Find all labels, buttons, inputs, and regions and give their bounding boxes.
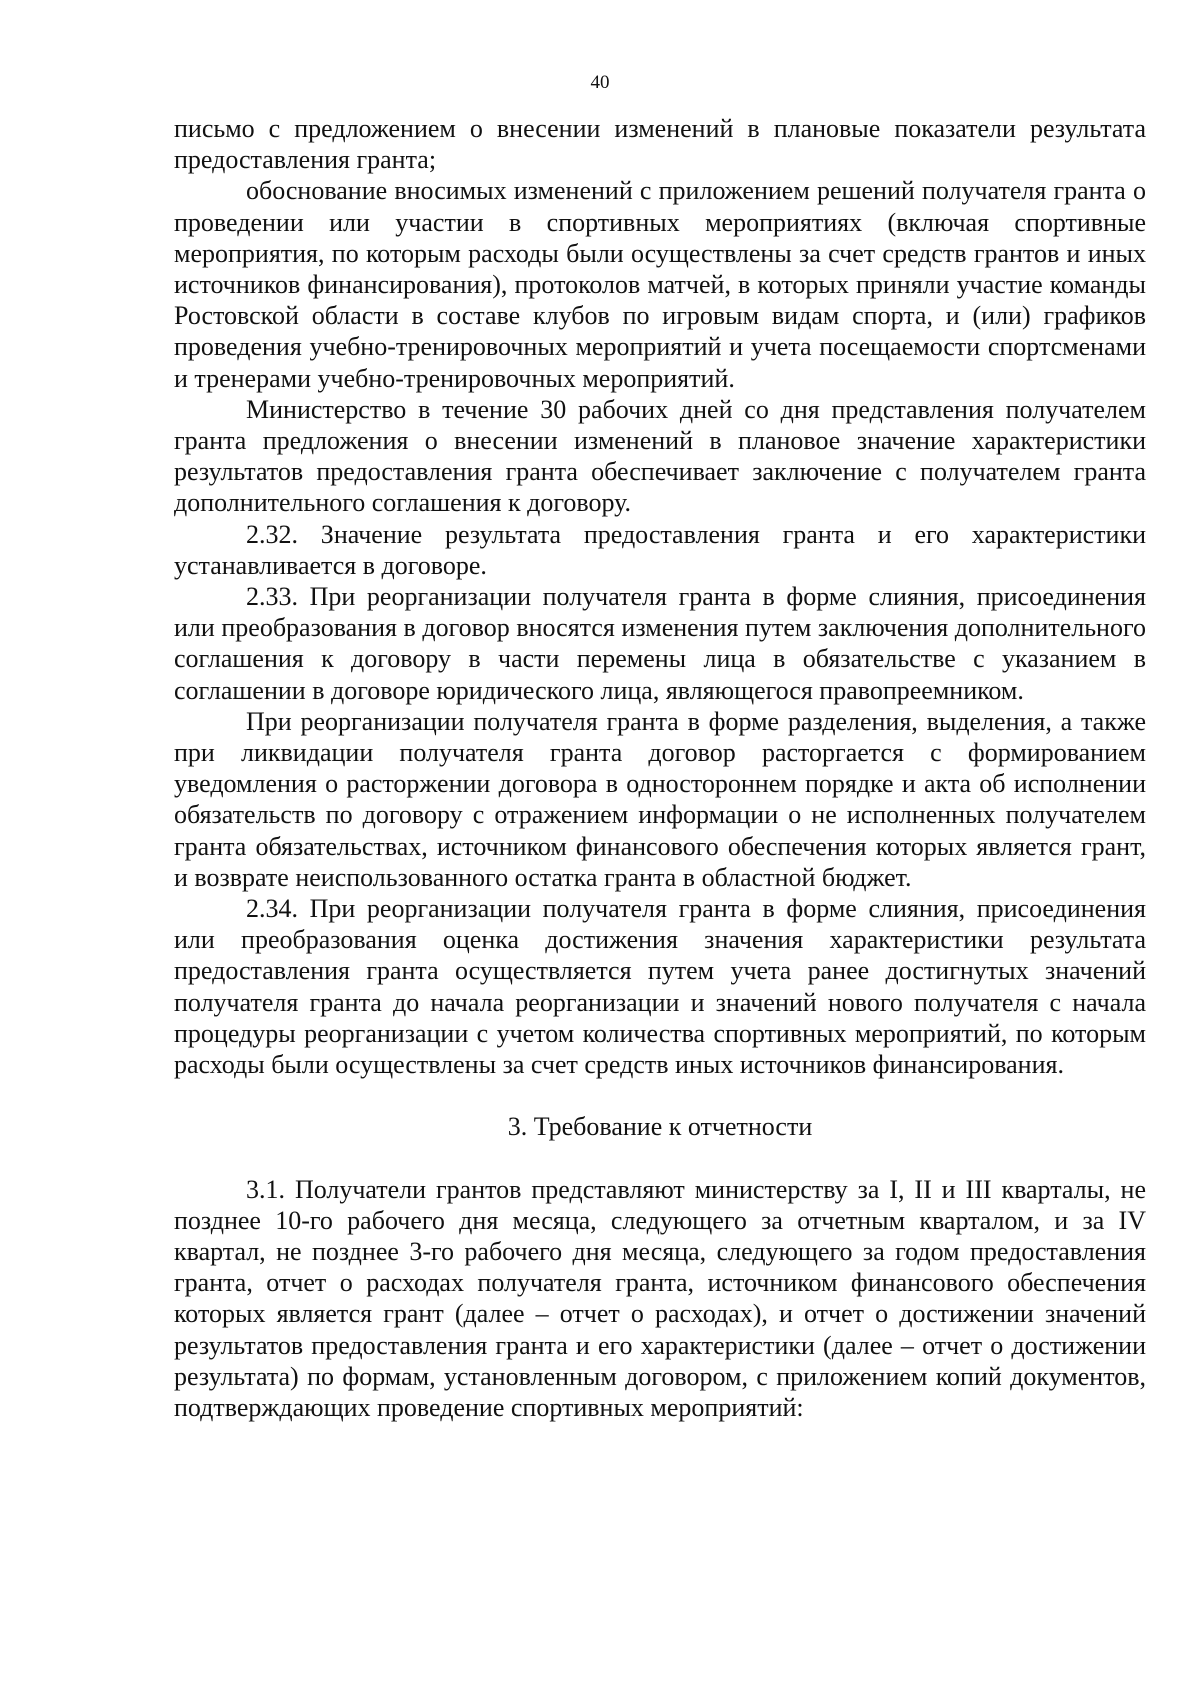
paragraph-3-1: 3.1. Получатели грантов представляют министерству за I, II и III кварталы, не позднее 10-го рабочего дня месяца, следующего за отчетным кварталом, и за IV квартал, не позднее 3-го рабочего дня месяца, следующего за годом предоставления гранта, отчет о расходах получателя гранта, источником финансового обеспечения которых является грант (далее – отчет о расходах), и отчет о достижении значений результатов предоставления гранта и его характеристики (далее – отчет о достижении результата) по формам, установленным договором, с приложением копий документов, подтверждающих проведение спортивных мероприятий: — [174, 1174, 1146, 1422]
paragraph-2-34: 2.34. При реорганизации получателя гранта в форме слияния, присоединения или преобразования оценка достижения значения характеристики результата предоставления гранта осуществляется путем учета ранее достигнутых значений получателя гранта до начала реорганизации и значений нового получателя с начала процедуры реорганизации с учетом количества спортивных мероприятий, по которым расходы были осуществлены за счет средств иных источников финансирования. — [174, 894, 1146, 1080]
document-body — [174, 113, 1146, 1423]
section-heading: 3. Требование к отчетности — [507, 1112, 813, 1142]
paragraph-2-33: 2.33. При реорганизации получателя гранта в форме слияния, присоединения или преобразования в договор вносятся изменения путем заключения дополнительного соглашения к договору в части перемены лица в обязательстве с указанием в соглашении в договоре юридического лица, являющегося правопреемником. — [174, 582, 1146, 705]
paragraph-continuation: письмо с предложением о внесении изменений в плановые показатели результата предоставления гранта; — [174, 114, 1146, 175]
paragraph-ministry-term: Министерство в течение 30 рабочих дней со дня представления получателем гранта предложения о внесении изменений в плановое значение характеристики результатов предоставления гранта обеспечивает заключение с получателем гранта дополнительного соглашения к договору. — [174, 394, 1146, 518]
page-number: 40 — [590, 72, 610, 93]
paragraph-2-32: 2.32. Значение результата предоставления гранта и его характеристики устанавливается в договоре. — [174, 519, 1146, 580]
paragraph-reorganization-separation: При реорганизации получателя гранта в форме разделения, выделения, а также при ликвидации получателя гранта договор расторгается с формированием уведомления о расторжении договора в одностороннем порядке и акта об исполнении обязательств по договору с отражением информации о не исполненных получателем гранта обязательствах, источником финансового обеспечения которых является грант, и возврате неиспользованного остатка гранта в областной бюджет. — [174, 706, 1146, 892]
paragraph-justification: обоснование вносимых изменений с приложением решений получателя гранта о проведении или участии в спортивных мероприятиях (включая спортивные мероприятия, по которым расходы были осуществлены за счет средств грантов и иных источников финансирования), протоколов матчей, в которых приняли участие команды Ростовской области в составе клубов по игровым видам спорта, и (или) графиков проведения учебно-тренировочных мероприятий и учета посещаемости спортсменами и тренерами учебно-тренировочных мероприятий. — [174, 176, 1146, 393]
